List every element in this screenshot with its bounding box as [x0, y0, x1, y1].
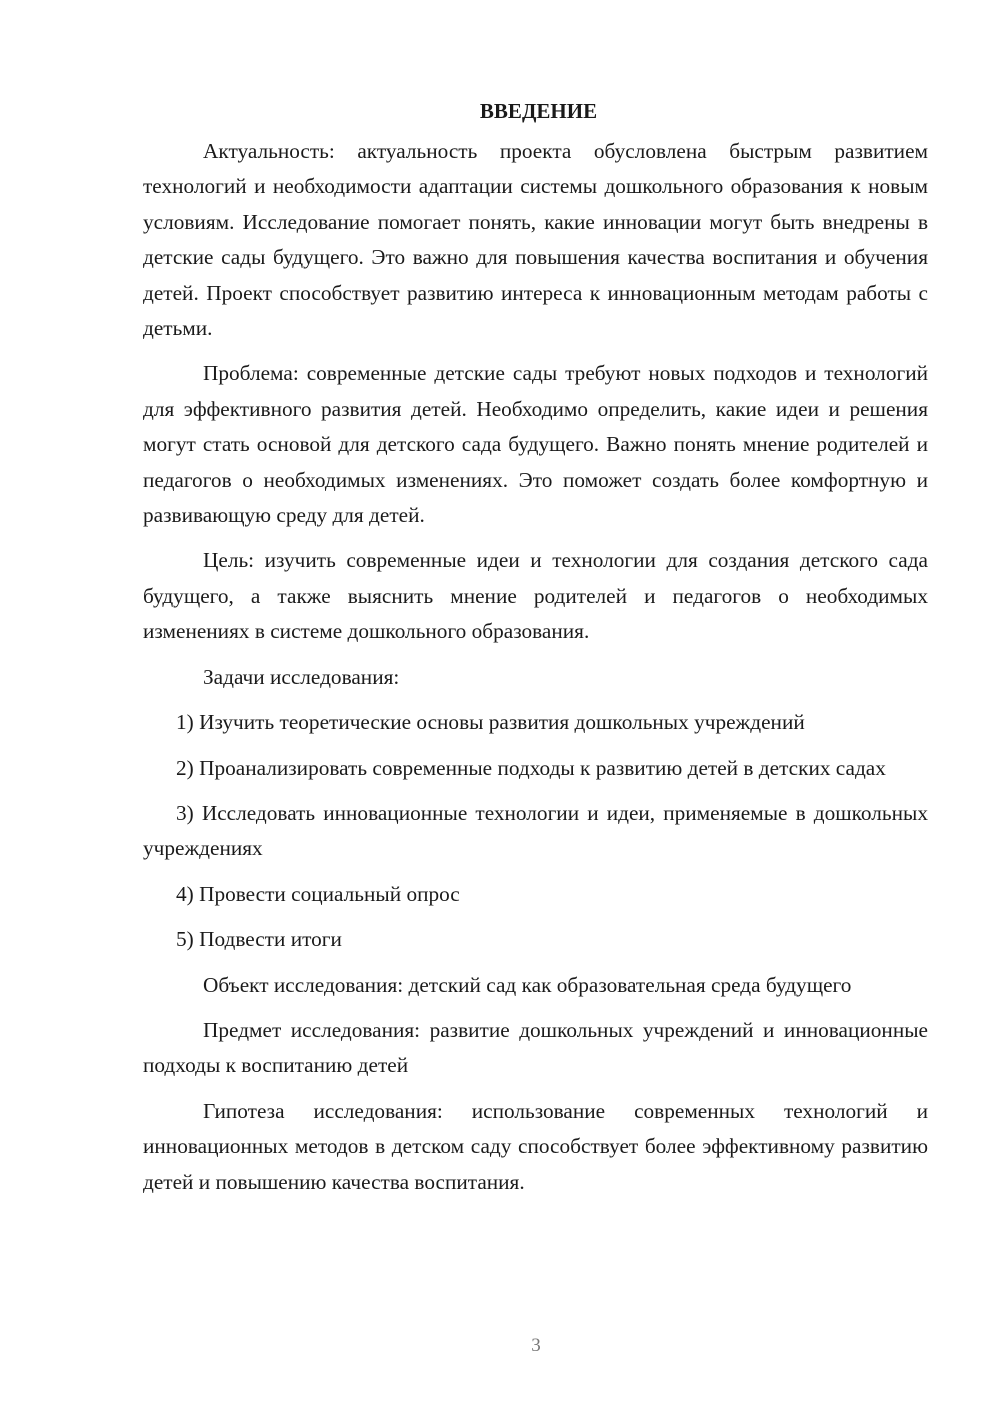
- task-item: 5) Подвести итоги: [176, 927, 342, 952]
- task-item: 2) Проанализировать современные подходы к развитию детей в детских садах: [176, 755, 886, 780]
- task-item: 3) Исследовать инновационные технологии и идеи, применяемые в дошкольных учреждениях: [143, 800, 928, 861]
- subject-paragraph: Предмет исследования: развитие дошкольных учреждений и инновационные подходы к воспитанию детей: [143, 1017, 928, 1078]
- task-item: 4) Провести социальный опрос: [176, 881, 460, 906]
- relevance-paragraph: Актуальность: актуальность проекта обусловлена быстрым развитием технологий и необходимости адаптации системы дошкольного образования к новым условиям. Исследование помогает понять, какие инновации могут быть внедрены в детские сады будущего. Это важно для повышения качества воспитания и обучения детей. Проект способствует развитию интереса к инновационным методам работы с детьми.: [143, 139, 928, 341]
- problem-paragraph: Проблема: современные детские сады требуют новых подходов и технологий для эффективного развития детей. Необходимо определить, какие идеи и решения могут стать основой для детского сада будущего. Важно понять мнение родителей и педагогов о необходимых изменениях. Это поможет создать более комфортную и развивающую среду для детей.: [143, 361, 928, 528]
- page-title: ВВЕДЕНИЕ: [479, 99, 598, 123]
- document-page: [143, 96, 928, 1200]
- task-item: 1) Изучить теоретические основы развития дошкольных учреждений: [176, 710, 805, 735]
- hypothesis-paragraph: Гипотеза исследования: использование современных технологий и инновационных методов в детском саду способствует более эффективному развитию детей и повышению качества воспитания.: [143, 1098, 928, 1194]
- tasks-heading: Задачи исследования:: [203, 664, 400, 689]
- object-paragraph: Объект исследования: детский сад как образовательная среда будущего: [203, 972, 852, 997]
- page-number: 3: [531, 1335, 541, 1356]
- tasks-list: [143, 705, 928, 957]
- goal-paragraph: Цель: изучить современные идеи и технологии для создания детского сада будущего, а также выяснить мнение родителей и педагогов о необходимых изменениях в системе дошкольного образования.: [143, 548, 928, 644]
